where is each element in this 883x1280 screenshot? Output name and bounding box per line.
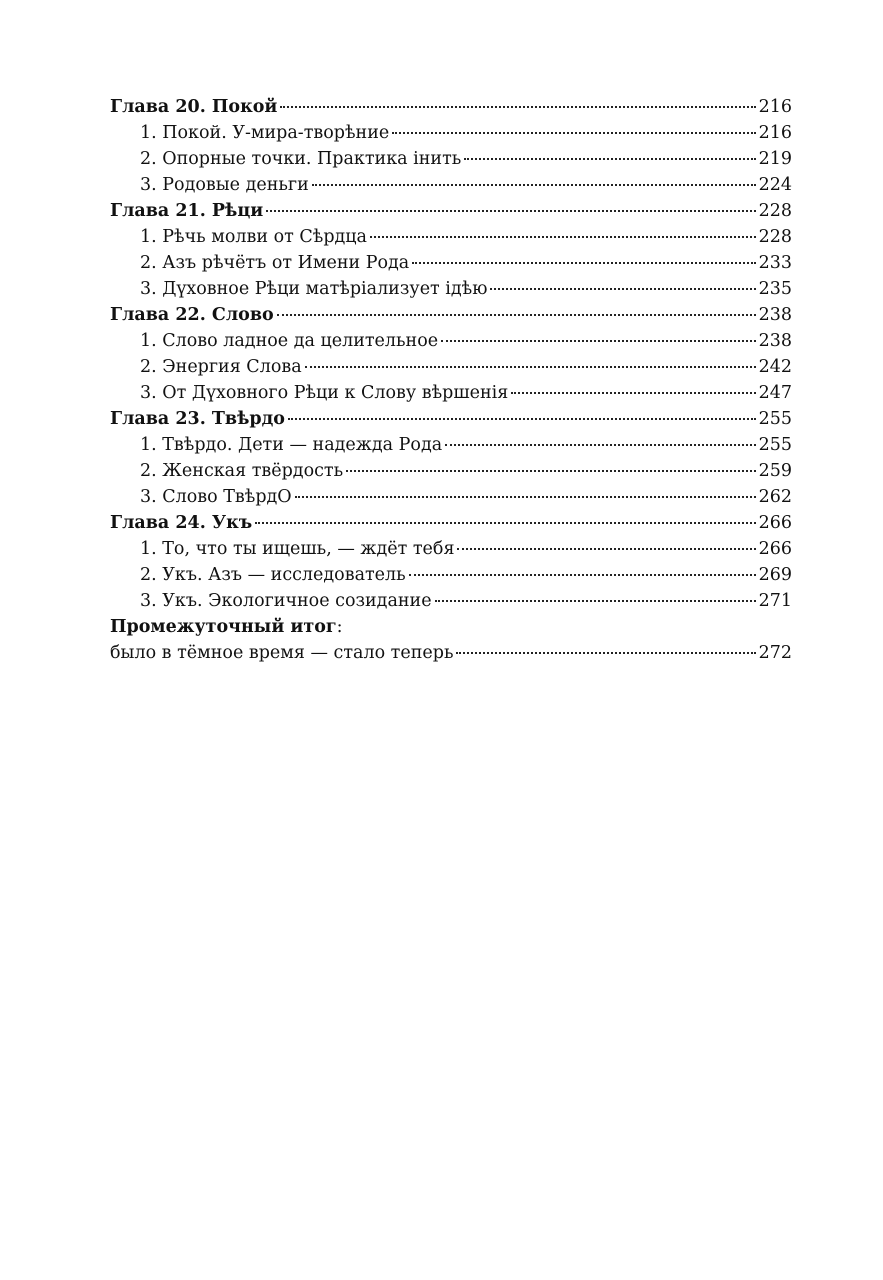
toc-section-row[interactable] xyxy=(110,484,792,510)
toc-section-row[interactable] xyxy=(110,588,792,614)
dot-leader xyxy=(435,600,756,602)
chapter-title: Глава 22. Слово xyxy=(110,305,274,325)
dot-leader xyxy=(457,548,755,550)
page-number: 259 xyxy=(758,461,792,481)
dot-leader xyxy=(295,496,756,498)
page-number: 219 xyxy=(758,149,792,169)
section-title: 2. Азъ рѣчётъ от Имени Рода xyxy=(140,253,410,273)
toc-section-row[interactable] xyxy=(110,146,792,172)
summary-heading-colon: : xyxy=(336,617,343,637)
summary-entry-row[interactable] xyxy=(110,640,792,666)
page-number: 228 xyxy=(758,201,792,221)
toc-section-row[interactable] xyxy=(110,536,792,562)
chapter-title: Глава 23. Твѣрдо xyxy=(110,409,285,429)
page-number: 233 xyxy=(758,253,792,273)
section-title: 1. Слово ладное да целительное xyxy=(140,331,439,351)
section-title: 3. От Дүховного Рѣци к Слову вѣршенія xyxy=(140,383,509,403)
table-of-contents xyxy=(110,94,792,666)
dot-leader xyxy=(511,392,755,394)
section-title: 1. Твѣрдо. Дети — надежда Рода xyxy=(140,435,443,455)
dot-leader xyxy=(490,288,755,290)
section-title: 2. Опорные точки. Практика інить xyxy=(140,149,462,169)
page-number: 216 xyxy=(758,97,792,117)
section-title: 1. Покой. У-мира-творѣние xyxy=(140,123,390,143)
toc-section-row[interactable] xyxy=(110,224,792,250)
toc-section-row[interactable] xyxy=(110,120,792,146)
page-number: 224 xyxy=(758,175,792,195)
section-title: 3. Родовые деньги xyxy=(140,175,309,195)
dot-leader xyxy=(280,106,755,108)
page-number: 271 xyxy=(758,591,792,611)
dot-leader xyxy=(288,418,756,420)
dot-leader xyxy=(412,262,755,264)
toc-section-row[interactable] xyxy=(110,432,792,458)
page-number: 238 xyxy=(758,331,792,351)
toc-section-row[interactable] xyxy=(110,276,792,302)
dot-leader xyxy=(255,522,755,524)
section-title: 1. Рѣчь молви от Сѣрдца xyxy=(140,227,367,247)
page-number: 247 xyxy=(758,383,792,403)
dot-leader xyxy=(312,184,756,186)
dot-leader xyxy=(409,574,756,576)
section-title: 2. Энергия Слова xyxy=(140,357,302,377)
section-title: 2. Женская твёрдость xyxy=(140,461,344,481)
dot-leader xyxy=(370,236,756,238)
toc-chapter-row[interactable] xyxy=(110,302,792,328)
toc-section-row[interactable] xyxy=(110,328,792,354)
toc-chapter-row[interactable] xyxy=(110,198,792,224)
summary-entry-title: было в тёмное время — стало теперь xyxy=(110,643,454,663)
page-number: 262 xyxy=(758,487,792,507)
page-number: 228 xyxy=(758,227,792,247)
page-number: 235 xyxy=(758,279,792,299)
toc-chapter-row[interactable] xyxy=(110,406,792,432)
page-number: 269 xyxy=(758,565,792,585)
toc-section-row[interactable] xyxy=(110,250,792,276)
summary-heading-row xyxy=(110,614,792,640)
dot-leader xyxy=(456,652,755,654)
page-number: 216 xyxy=(758,123,792,143)
chapter-title: Глава 20. Покой xyxy=(110,97,278,117)
toc-chapter-row[interactable] xyxy=(110,510,792,536)
dot-leader xyxy=(441,340,755,342)
page-number: 242 xyxy=(758,357,792,377)
chapter-title: Глава 24. Укъ xyxy=(110,513,253,533)
dot-leader xyxy=(277,314,756,316)
toc-section-row[interactable] xyxy=(110,380,792,406)
dot-leader xyxy=(392,132,755,134)
dot-leader xyxy=(464,158,755,160)
page-number: 266 xyxy=(758,539,792,559)
dot-leader xyxy=(346,470,755,472)
toc-section-row[interactable] xyxy=(110,354,792,380)
summary-heading: Промежуточный итог xyxy=(110,617,337,637)
section-title: 2. Укъ. Азъ — исследователь xyxy=(140,565,406,585)
summary-entry-page: 272 xyxy=(758,643,792,663)
section-title: 3. Укъ. Экологичное созидание xyxy=(140,591,432,611)
dot-leader xyxy=(445,444,755,446)
dot-leader xyxy=(305,366,756,368)
section-title: 3. Дүховное Рѣци матѣріализует ідѣю xyxy=(140,279,488,299)
chapter-title: Глава 21. Рѣци xyxy=(110,201,264,221)
toc-section-row[interactable] xyxy=(110,172,792,198)
toc-chapter-row[interactable] xyxy=(110,94,792,120)
page-number: 238 xyxy=(758,305,792,325)
section-title: 3. Слово ТвѣрдО xyxy=(140,487,292,507)
page-number: 255 xyxy=(758,409,792,429)
section-title: 1. То, что ты ищешь, — ждёт тебя xyxy=(140,539,455,559)
dot-leader xyxy=(266,210,755,212)
page-number: 255 xyxy=(758,435,792,455)
page-number: 266 xyxy=(758,513,792,533)
toc-section-row[interactable] xyxy=(110,458,792,484)
toc-section-row[interactable] xyxy=(110,562,792,588)
